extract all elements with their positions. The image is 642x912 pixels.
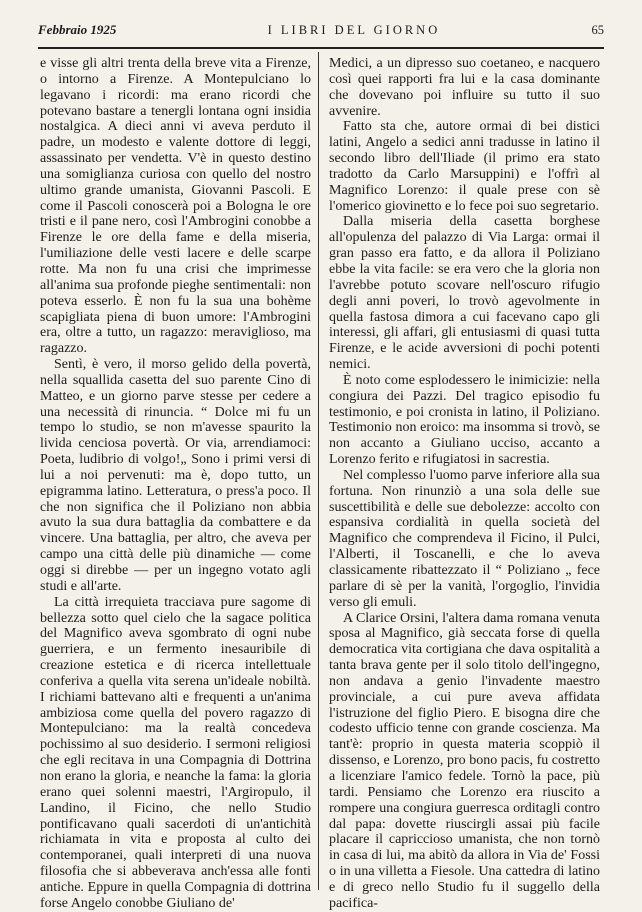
paragraph: È noto come esplodessero le inimicizie: nella congiura dei Pazzi. Del tragico episodio fu testimonio, e poi cronista in latino, il Poliziano. Testimonio non eroico: ma insomma si trovò, se non accanto a Giuliano ucciso, accanto a Lorenzo ferito e rifugiatosi in sacrestia. [329,372,600,468]
column-divider [318,52,319,890]
paragraph: Nel complesso l'uomo parve inferiore alla sua fortuna. Non rinunziò a una sola delle sue suscettibilità e delle sue debolezze: accolto con espansiva cordialità in quella società del Magnifico che comprendeva il Ficino, il Pulci, l'Alberti, il Toscanelli, e che lo aveva classicamente ribattezzato il “ Poliziano „ fece parlare di sè per la vanità, l'orgoglio, l'invidia verso gli emuli. [329,467,600,610]
header-date: Febbraio 1925 [38,22,117,37]
right-column [329,56,600,912]
running-header [38,22,604,44]
paragraph: Fatto sta che, autore ormai di bei distici latini, Angelo a sedici anni tradusse in latino il secondo libro dell'Iliade (il primo era stato tradotto da Carlo Marsuppini) e l'offrì al Magnifico Lorenzo: il quale prese con sè l'omerico giovinetto e lo fece poi suo segretario. [329,119,600,214]
page-number: 65 [591,23,604,37]
paragraph: Medici, a un dipresso suo coetaneo, e nacquero così quei rapporti fra lui e la casa dominante che dovevano poi influire su tutto il suo avvenire. [329,56,600,119]
paragraph: e visse gli altri trenta della breve vita a Firenze, o intorno a Firenze. A Montepulciano lo legavano i ricordi: ma erano ricordi che potevano bastare a tenergli lontana ogni insidia nostalgica. A dieci anni vi aveva perduto il padre, un modesto e valente dottore di leggi, assassinato per vendetta. V'è in questo destino una somiglianza curiosa con quello del nostro ultimo grande umanista, Giovanni Pascoli. E come il Pascoli conoscerà poi a Bologna le ore tristi e il pane nero, così l'Ambrogini conobbe a Firenze le ore della fame e della miseria, l'umiliazione delle vesti lacere e delle scarpe rotte. Ma non fu una crisi che imprimesse all'anima sua profonde pieghe sentimentali: non poteva esserlo. È non fu la sua una bohème scapigliata piena di buon umore: l'Ambrogini era, oltre a tutto, un ragazzo: meraviglioso, ma ragazzo. [40,56,311,357]
paragraph: La città irrequieta tracciava pure sagome di bellezza sotto quel cielo che la sagace politica del Magnifico aveva sgombrato di ogni nube guerriera, e un fermento inesauribile di creazione estetica e di ricerca intellettuale conferiva a quella vita serena un'ideale nobiltà. I richiami battevano alti e frequenti a un'anima ambiziosa come quella del povero ragazzo di Montepulciano: ma la realtà concedeva pochissimo al suo desiderio. I sermoni religiosi che egli recitava in una Compagnia di Dottrina non erano la gloria, e neanche la fama: la gloria erano quei solenni maestri, l'Argiropulo, il Landino, il Ficino, che nello Studio pontificavano quali sacerdoti di un'antichità richiamata in vita e proposta al culto dei contemporanei, quali interpreti di una nuova filosofia che si abbeverava anch'essa alle fonti antiche. Eppure in quella Compagnia di dottrina forse Angelo conobbe Giuliano de' [40,594,311,911]
paragraph: Sentì, è vero, il morso gelido della povertà, nella squallida casetta del suo parente Cino di Matteo, e un giorno parve stesse per cedere a una necessità di rinuncia. “ Dolce mi fu un tempo lo studio, se non m'avesse spaurito la livida cenciosa povertà. Or via, arrendiamoci: Poeta, ludibrio di volgo!„ Sono i primi versi di lui a noi pervenuti: ma è, dopo tutto, un epigramma latino. Letteratura, o press'a poco. Il che non significa che il Poliziano non abbia avuto la sua dura battaglia da combattere e da vincere. Una battaglia, per altro, che aveva per campo una città delle più dinamiche — come oggi si direbbe — per un ingegno votato agli studi e all'arte. [40,357,311,594]
header-journal-title: I LIBRI DEL GIORNO [267,23,441,37]
paragraph: A Clarice Orsini, l'altera dama romana venuta sposa al Magnifico, già seccata forse di quella democratica vita cortigiana che dava ospitalità a tanta brava gente per il solo titolo dell'ingegno, non andava a genio l'invadente maestro provinciale, a cui pure aveva affidata l'istruzione del figlio Piero. E bisogna dire che codesto ufficio tenne con grande coscienza. Ma tant'è: proprio in questa materia scoppiò il dissenso, e Lorenzo, pro bono pacis, fu costretto a licenziare l'amico fedele. Tornò la pace, più tardi. Pensiamo che Lorenzo era riuscito a rompere una congiura guerresca orditagli contro dal papa: dovette riuscirgli assai più facile placare il capriccioso umanista, che non tornò in casa di lui, ma abitò da allora in Via de' Fossi o in una villetta a Fiesole. Una cattedra di latino e di greco nello Studio fu il suggello della pacifica- [329,610,600,911]
left-column [40,56,311,912]
header-rule [38,47,604,49]
paragraph: Dalla miseria della casetta borghese all'opulenza del palazzo di Via Larga: ormai il gran passo era fatto, e da allora il Poliziano ebbe la vita facile: se era vero che la gloria non l'avrebbe potuto scovare nell'oscuro rifugio degli anni poveri, lo trovò agevolmente in quella fastosa dimora a cui facevano capo gli interessi, gli affari, gli entusiasmi di quasi tutta Firenze, e le acide avversioni di pochi potenti nemici. [329,214,600,373]
